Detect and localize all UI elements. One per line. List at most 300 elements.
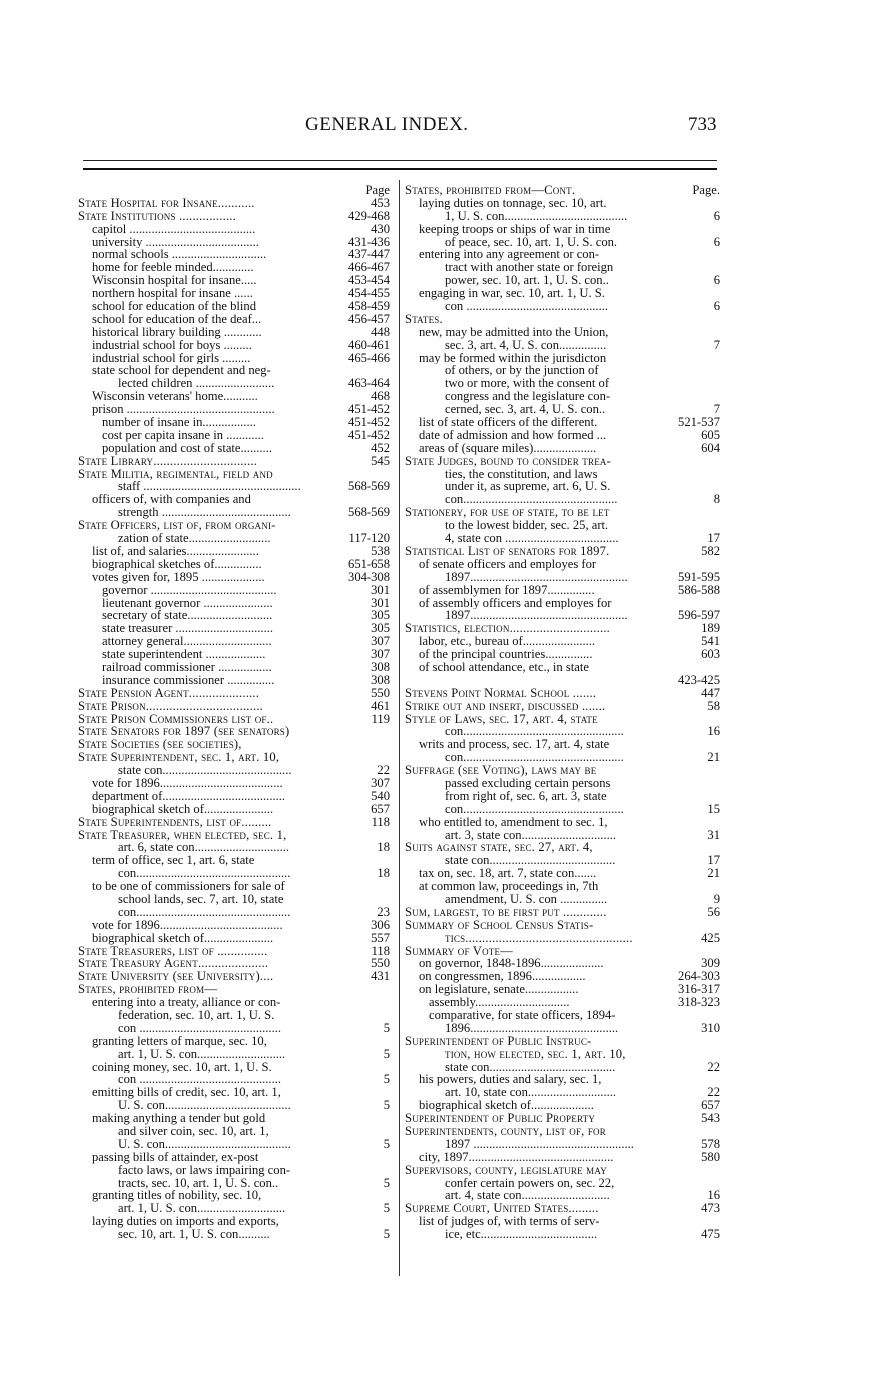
index-entry-page: 5	[383, 1137, 390, 1151]
index-entry-text: city, 1897..............................................	[419, 1150, 614, 1164]
index-entry-page: 538	[371, 544, 390, 558]
index-entry-page: 119	[371, 712, 390, 726]
index-entry-text: of peace, sec. 10, art. 1, U. S. con.	[445, 235, 618, 249]
index-entry-page: 651-658	[348, 557, 390, 571]
index-entry	[405, 1035, 720, 1048]
index-entry	[78, 648, 390, 661]
index-entry	[405, 493, 720, 506]
index-entry-page: Page	[365, 184, 390, 197]
index-entry-text: cerned, sec. 3, art. 4, U. S. con..	[445, 403, 606, 417]
index-entry	[78, 854, 390, 867]
index-entry-text: State Superintendent, sec. 1, art. 10,	[78, 751, 280, 765]
index-entry	[78, 352, 390, 365]
index-entry	[405, 1164, 720, 1177]
index-entry-text: Summary of School Census Statis-	[405, 918, 594, 932]
index-entry	[78, 777, 390, 790]
index-entry	[405, 1112, 720, 1125]
index-entry	[78, 906, 390, 919]
index-entry-text: vote for 1896.......................................	[92, 918, 283, 932]
index-entry-text: granting letters of marque, sec. 10,	[92, 1034, 267, 1048]
index-entry	[405, 609, 720, 622]
index-entry-text: lieutenant governor ......................	[102, 596, 273, 610]
index-entry-text: Superintendent of Public Property	[405, 1112, 596, 1126]
index-entry-page: 580	[701, 1150, 720, 1164]
index-entry-text: state superintendent ...................	[102, 648, 266, 661]
index-entry-text: strength .........................................	[118, 506, 291, 520]
index-entry	[78, 519, 390, 532]
index-entry-text: con.................................................	[118, 867, 291, 881]
index-entry-text: population and cost of state..........	[102, 441, 272, 455]
index-entry-page: 18	[377, 841, 390, 855]
index-entry-text: entering into a treaty, alliance or con-	[92, 996, 281, 1009]
index-entry-text: term of office, sec 1, art. 6, state	[92, 854, 255, 868]
index-entry	[78, 468, 390, 481]
index-entry	[78, 287, 390, 300]
index-entry	[405, 442, 720, 455]
index-entry	[405, 751, 720, 764]
index-entry	[78, 442, 390, 455]
index-entry	[78, 597, 390, 610]
index-entry-page: 118	[371, 944, 390, 958]
index-entry	[78, 197, 390, 210]
index-entry-text: U. S. con........................................	[118, 1137, 291, 1151]
index-entry	[405, 687, 720, 700]
index-entry	[405, 1099, 720, 1112]
index-entry	[405, 738, 720, 751]
index-entry-page: 456-457	[348, 312, 390, 326]
index-entry-text: at common law, proceedings in, 7th	[419, 880, 599, 893]
index-entry-text: art. 10, state con............................	[445, 1086, 617, 1100]
index-entry-text: lected children .........................	[118, 377, 275, 391]
index-entry	[405, 725, 720, 738]
index-entry	[78, 970, 390, 983]
index-entry-page: 307	[371, 635, 390, 649]
index-entry-text: date of admission and how formed ...	[419, 428, 607, 442]
index-entry-page: 23	[377, 905, 390, 919]
index-entry-text: governor ........................................	[102, 583, 277, 597]
index-entry-text: Suits against state, sec. 27, art. 4,	[405, 841, 593, 855]
index-entry	[78, 506, 390, 519]
index-entry-page: 582	[701, 544, 720, 558]
index-entry-text: making anything a tender but gold	[92, 1112, 266, 1126]
index-entry	[405, 313, 720, 326]
index-entry	[78, 957, 390, 970]
index-entry-page: 5	[383, 1176, 390, 1190]
index-entry-text: Sum, largest, to be first put .............	[405, 905, 607, 919]
index-entry-page: 58	[707, 699, 720, 713]
index-entry	[405, 300, 720, 313]
index-entry	[405, 648, 720, 661]
index-entry	[405, 261, 720, 274]
index-entry	[78, 983, 390, 996]
index-entry-text: Supreme Court, United States.........	[405, 1202, 599, 1216]
index-entry	[78, 725, 390, 738]
index-entry	[405, 339, 720, 352]
index-entry-page: 5	[383, 1099, 390, 1113]
index-entry-page: 8	[713, 493, 720, 507]
index-entry	[78, 867, 390, 880]
index-entry-page: 466-467	[348, 261, 390, 275]
index-entry	[78, 1022, 390, 1035]
index-entry-page: 15	[707, 802, 720, 816]
index-entry-page: 309	[701, 957, 720, 971]
index-entry	[78, 919, 390, 932]
index-entry	[405, 1061, 720, 1074]
index-entry	[78, 661, 390, 674]
index-entry-text: entering into any agreement or con-	[419, 248, 600, 262]
index-entry-page: 307	[371, 776, 390, 790]
index-entry-page: 318-323	[678, 996, 720, 1009]
header-rule-thin	[83, 160, 717, 161]
index-entry	[405, 1022, 720, 1035]
index-entry	[405, 480, 720, 493]
index-entry	[405, 970, 720, 983]
index-entry-text: facto laws, or laws impairing con-	[118, 1163, 291, 1177]
index-entry-text: State Institutions .................	[78, 209, 236, 223]
index-entry-page: 431-436	[348, 235, 390, 249]
index-entry-page: 6	[713, 209, 720, 223]
index-entry-text: tracts, sec. 10, art. 1, U. S. con..	[118, 1176, 279, 1190]
index-entry-text: Superintendent of Public Instruc-	[405, 1034, 592, 1048]
index-entry-page: 17	[707, 532, 720, 545]
index-entry-text: his powers, duties and salary, sec. 1,	[419, 1073, 602, 1087]
index-entry-text: secretary of state...........................	[102, 609, 273, 623]
index-entry	[78, 1151, 390, 1164]
index-entry-page: 5	[383, 1047, 390, 1061]
index-entry-text: who entitled to, amendment to sec. 1,	[419, 815, 608, 829]
index-entry	[78, 339, 390, 352]
index-entry-page: 448	[371, 325, 390, 339]
index-entry-text: laying duties on imports and exports,	[92, 1215, 279, 1229]
index-entry-text: railroad commissioner .................	[102, 660, 272, 674]
index-entry-text: biographical sketch of....................	[419, 1099, 594, 1113]
index-entry	[405, 661, 720, 674]
index-entry	[78, 390, 390, 403]
index-entry	[405, 841, 720, 854]
index-entry-text: laying duties on tonnage, sec. 10, art.	[419, 196, 607, 210]
index-entry	[78, 455, 390, 468]
index-entry-text: State Pension Agent.....................	[78, 686, 260, 700]
index-entry	[405, 1138, 720, 1151]
index-entry	[405, 558, 720, 571]
index-entry-text: tics..................................................	[445, 931, 633, 945]
index-entry-text: con.................................................	[118, 905, 291, 919]
index-entry-text: 1897 ...................................................	[445, 1137, 634, 1151]
index-entry	[78, 261, 390, 274]
index-entry-page: 543	[701, 1112, 720, 1126]
index-entry-page: 454-455	[348, 287, 390, 301]
index-entry	[78, 210, 390, 223]
index-entry	[78, 1086, 390, 1099]
index-entry-text: university ....................................	[92, 235, 259, 249]
index-entry-page: 310	[701, 1021, 720, 1035]
index-entry-text: from right of, sec. 6, art. 3, state	[445, 789, 607, 803]
index-entry-text: 1897..................................................	[445, 609, 628, 623]
index-entry-text: art. 6, state con..............................	[118, 841, 290, 855]
index-entry	[405, 597, 720, 610]
index-entry	[405, 932, 720, 945]
index-entry-text: northern hospital for insane ......	[92, 287, 253, 301]
index-entry	[78, 300, 390, 313]
index-entry	[405, 248, 720, 261]
index-entry	[405, 1202, 720, 1215]
index-entry-page: 452	[371, 441, 390, 455]
index-entry-text: State Superintendents, list of.........	[78, 815, 272, 829]
index-entry-page: 447	[701, 686, 720, 700]
index-entry	[405, 326, 720, 339]
index-entry-text: Style of Laws, sec. 17, art. 4, state	[405, 712, 598, 726]
index-entry	[405, 816, 720, 829]
index-entry-page: 451-452	[348, 403, 390, 417]
index-entry-page: 307	[371, 648, 390, 661]
index-entry	[78, 893, 390, 906]
index-entry	[405, 867, 720, 880]
index-entry-text: federation, sec. 10, art. 1, U. S.	[118, 1009, 275, 1022]
index-entry	[405, 996, 720, 1009]
index-entry	[405, 700, 720, 713]
index-entry-text: tract with another state or foreign	[445, 261, 614, 275]
index-entry-text: art. 3, state con..............................	[445, 828, 617, 842]
index-entry-text: con...................................................	[445, 725, 624, 739]
index-entry-text: home for feeble minded.............	[92, 261, 254, 275]
index-entry	[78, 377, 390, 390]
index-entry	[405, 1009, 720, 1022]
index-entry	[405, 983, 720, 996]
index-entry	[405, 223, 720, 236]
index-entry-text: vote for 1896.......................................	[92, 776, 283, 790]
index-entry-text: Stevens Point Normal School .......	[405, 686, 597, 700]
index-entry-text: biographical sketch of......................	[92, 931, 274, 945]
index-entry-page: 545	[371, 454, 390, 468]
index-entry-text: sec. 3, art. 4, U. S. con...............	[445, 338, 607, 352]
index-entry	[78, 1061, 390, 1074]
index-entry-text: con...................................................	[445, 802, 624, 816]
index-entry-text: Wisconsin hospital for insane.....	[92, 274, 257, 288]
index-entry-page: 657	[701, 1099, 720, 1113]
index-entry-text: State Treasurer, when elected, sec. 1,	[78, 828, 287, 842]
index-entry-page: 5	[383, 1073, 390, 1087]
index-entry-text: votes given for, 1895 ....................	[92, 570, 265, 584]
index-entry-page: 305	[371, 622, 390, 636]
index-entry	[78, 184, 390, 197]
index-entry	[78, 945, 390, 958]
index-entry	[405, 1125, 720, 1138]
index-entry-page: 591-595	[678, 570, 720, 584]
index-entry-text: on governor, 1848-1896....................	[419, 957, 604, 971]
index-entry	[405, 622, 720, 635]
index-entry-page: 463-464	[348, 377, 390, 391]
index-entry	[78, 429, 390, 442]
index-entry-text: officers of, with companies and	[92, 493, 251, 507]
index-entry	[78, 1035, 390, 1048]
index-entry-text: granting titles of nobility, sec. 10,	[92, 1189, 262, 1203]
index-entry	[405, 1228, 720, 1241]
index-entry-page: 21	[707, 751, 720, 765]
index-entry-text: Stationery, for use of state, to be let	[405, 506, 610, 520]
index-entry-text: of school attendance, etc., in state	[419, 660, 589, 674]
index-entry-page: 578	[701, 1137, 720, 1151]
index-entry-page: 453	[371, 196, 390, 210]
index-entry-page: 6	[713, 274, 720, 288]
index-entry-text: amendment, U. S. con ...............	[445, 892, 608, 906]
index-entry	[405, 854, 720, 867]
index-entry-text: insurance commissioner ...............	[102, 673, 275, 687]
index-entry-text: con .............................................	[445, 300, 609, 313]
index-entry-page: 6	[713, 300, 720, 313]
index-entry-page: 16	[707, 1189, 720, 1203]
index-entry	[78, 751, 390, 764]
index-entry-text: State Prison Commissioners list of..	[78, 712, 274, 726]
index-entry-text: passing bills of attainder, ex-post	[92, 1150, 259, 1164]
index-entry	[405, 571, 720, 584]
index-entry	[405, 532, 720, 545]
index-entry	[78, 480, 390, 493]
index-entry-text: state con........................................	[445, 1060, 616, 1074]
index-entry	[405, 957, 720, 970]
index-entry-page: 605	[701, 428, 720, 442]
index-entry	[78, 1048, 390, 1061]
index-entry	[78, 674, 390, 687]
index-entry-page: 465-466	[348, 351, 390, 365]
index-entry-page: 5	[383, 1021, 390, 1035]
index-entry	[78, 1189, 390, 1202]
index-entry-page: 17	[707, 854, 720, 868]
index-entry-page: 21	[707, 867, 720, 881]
index-entry	[405, 1073, 720, 1086]
index-entry-text: state con........................................	[445, 854, 616, 868]
index-entry	[78, 622, 390, 635]
index-entry	[78, 790, 390, 803]
index-entry-text: areas of (square miles)....................	[419, 441, 597, 455]
index-entry-page: 521-537	[678, 416, 720, 429]
index-entry-text: power, sec. 10, art. 1, U. S. con..	[445, 274, 609, 288]
index-entry-text: comparative, for state officers, 1894-	[429, 1009, 616, 1022]
index-entry-text: cost per capita insane in ............	[102, 428, 264, 442]
index-entry-text: school for education of the blind	[92, 300, 257, 313]
index-entry	[405, 287, 720, 300]
index-entry	[405, 455, 720, 468]
index-entry-text: coining money, sec. 10, art. 1, U. S.	[92, 1060, 272, 1074]
index-entry-page: 7	[713, 403, 720, 417]
index-entry	[78, 571, 390, 584]
index-entry	[78, 1164, 390, 1177]
index-entry-text: list of, and salaries.......................	[92, 544, 259, 558]
index-entry	[405, 945, 720, 958]
index-entry	[78, 1112, 390, 1125]
index-entry-page: 16	[707, 725, 720, 739]
index-entry-page: 657	[371, 802, 390, 816]
index-entry-text: con .............................................	[118, 1073, 282, 1087]
index-entry	[405, 352, 720, 365]
index-entry-text: Strike out and insert, discussed .......	[405, 699, 606, 713]
index-entry-text: State Treasury Agent.....................	[78, 957, 269, 971]
index-entry	[78, 1177, 390, 1190]
index-entry-text: school lands, sec. 7, art. 10, state	[118, 892, 284, 906]
index-entry	[405, 1086, 720, 1099]
index-entry-text: assembly..............................	[429, 996, 570, 1009]
index-entry-text: of the principal countries...............	[419, 648, 593, 661]
index-entry-text: capitol ........................................	[92, 222, 256, 236]
index-entry-text: ice, etc.....................................	[445, 1228, 598, 1242]
index-entry	[78, 313, 390, 326]
index-entry	[405, 764, 720, 777]
index-entry-page: 461	[371, 699, 390, 713]
index-entry-page: Page.	[692, 184, 720, 197]
index-entry	[78, 274, 390, 287]
index-entry-text: tax on, sec. 18, art. 7, state con.......	[419, 867, 597, 881]
index-entry	[405, 713, 720, 726]
index-entry-page: 316-317	[678, 983, 720, 997]
index-entry-page: 301	[371, 596, 390, 610]
index-entry-page: 568-569	[348, 480, 390, 494]
header-rule-thick	[83, 168, 717, 170]
index-entry-text: congress and the legislature con-	[445, 390, 611, 404]
index-entry	[405, 919, 720, 932]
index-entry	[405, 777, 720, 790]
index-entry	[405, 906, 720, 919]
index-entry-text: of senate officers and employes for	[419, 557, 597, 571]
index-entry-text: and silver coin, sec. 10, art. 1,	[118, 1125, 269, 1138]
index-entry-text: two or more, with the consent of	[445, 377, 610, 391]
index-entry-text: list of state officers of the different.	[419, 416, 598, 429]
index-entry-text: sec. 10, art. 1, U. S. con..........	[118, 1228, 270, 1242]
index-entry-text: zation of state..........................	[118, 532, 271, 545]
index-entry-page: 596-597	[678, 609, 720, 623]
index-entry-text: 1896...............................................	[445, 1021, 619, 1035]
index-entry	[78, 932, 390, 945]
index-entry	[78, 700, 390, 713]
index-entry-text: 1, U. S. con.......................................	[445, 209, 628, 223]
index-entry-page: 460-461	[348, 338, 390, 352]
index-entry	[405, 803, 720, 816]
index-entry	[78, 403, 390, 416]
index-entry-text: on congressmen, 1896.................	[419, 970, 586, 984]
index-entry-page: 586-588	[678, 583, 720, 597]
index-entry-text: biographical sketch of......................	[92, 802, 274, 816]
index-entry-text: emitting bills of credit, sec. 10, art. 1,	[92, 1086, 281, 1100]
index-entry	[405, 468, 720, 481]
index-entry-page: 453-454	[348, 274, 390, 288]
index-entry	[405, 635, 720, 648]
index-entry	[78, 532, 390, 545]
index-entry-page: 189	[701, 622, 720, 636]
index-entry-text: Statistical List of senators for 1897.	[405, 544, 610, 558]
index-entry-page: 22	[377, 764, 390, 777]
index-entry-page: 451-452	[348, 416, 390, 429]
index-entry-text: school for education of the deaf...	[92, 312, 262, 326]
index-entry	[78, 545, 390, 558]
index-entry	[405, 1215, 720, 1228]
index-entry-page: 22	[707, 1060, 720, 1074]
index-entry-text: State Hospital for Insane...........	[78, 196, 255, 210]
index-entry-text: historical library building ............	[92, 325, 262, 339]
index-entry	[405, 429, 720, 442]
index-entry-text: State Senators for 1897 (see senators)	[78, 725, 290, 739]
index-entry	[78, 1009, 390, 1022]
index-entry-page: 473	[701, 1202, 720, 1216]
index-entry-text: ties, the constitution, and laws	[445, 467, 598, 481]
index-entry-page: 306	[371, 918, 390, 932]
index-entry	[405, 880, 720, 893]
index-entry-text: State Militia, regimental, field and	[78, 467, 273, 481]
index-entry-page: 429-468	[348, 209, 390, 223]
index-entry	[405, 274, 720, 287]
index-entry	[78, 1202, 390, 1215]
index-entry	[78, 635, 390, 648]
index-entry-page: 540	[371, 789, 390, 803]
index-entry-text: art. 4, state con............................	[445, 1189, 610, 1203]
page-title: GENERAL INDEX.	[305, 114, 469, 135]
